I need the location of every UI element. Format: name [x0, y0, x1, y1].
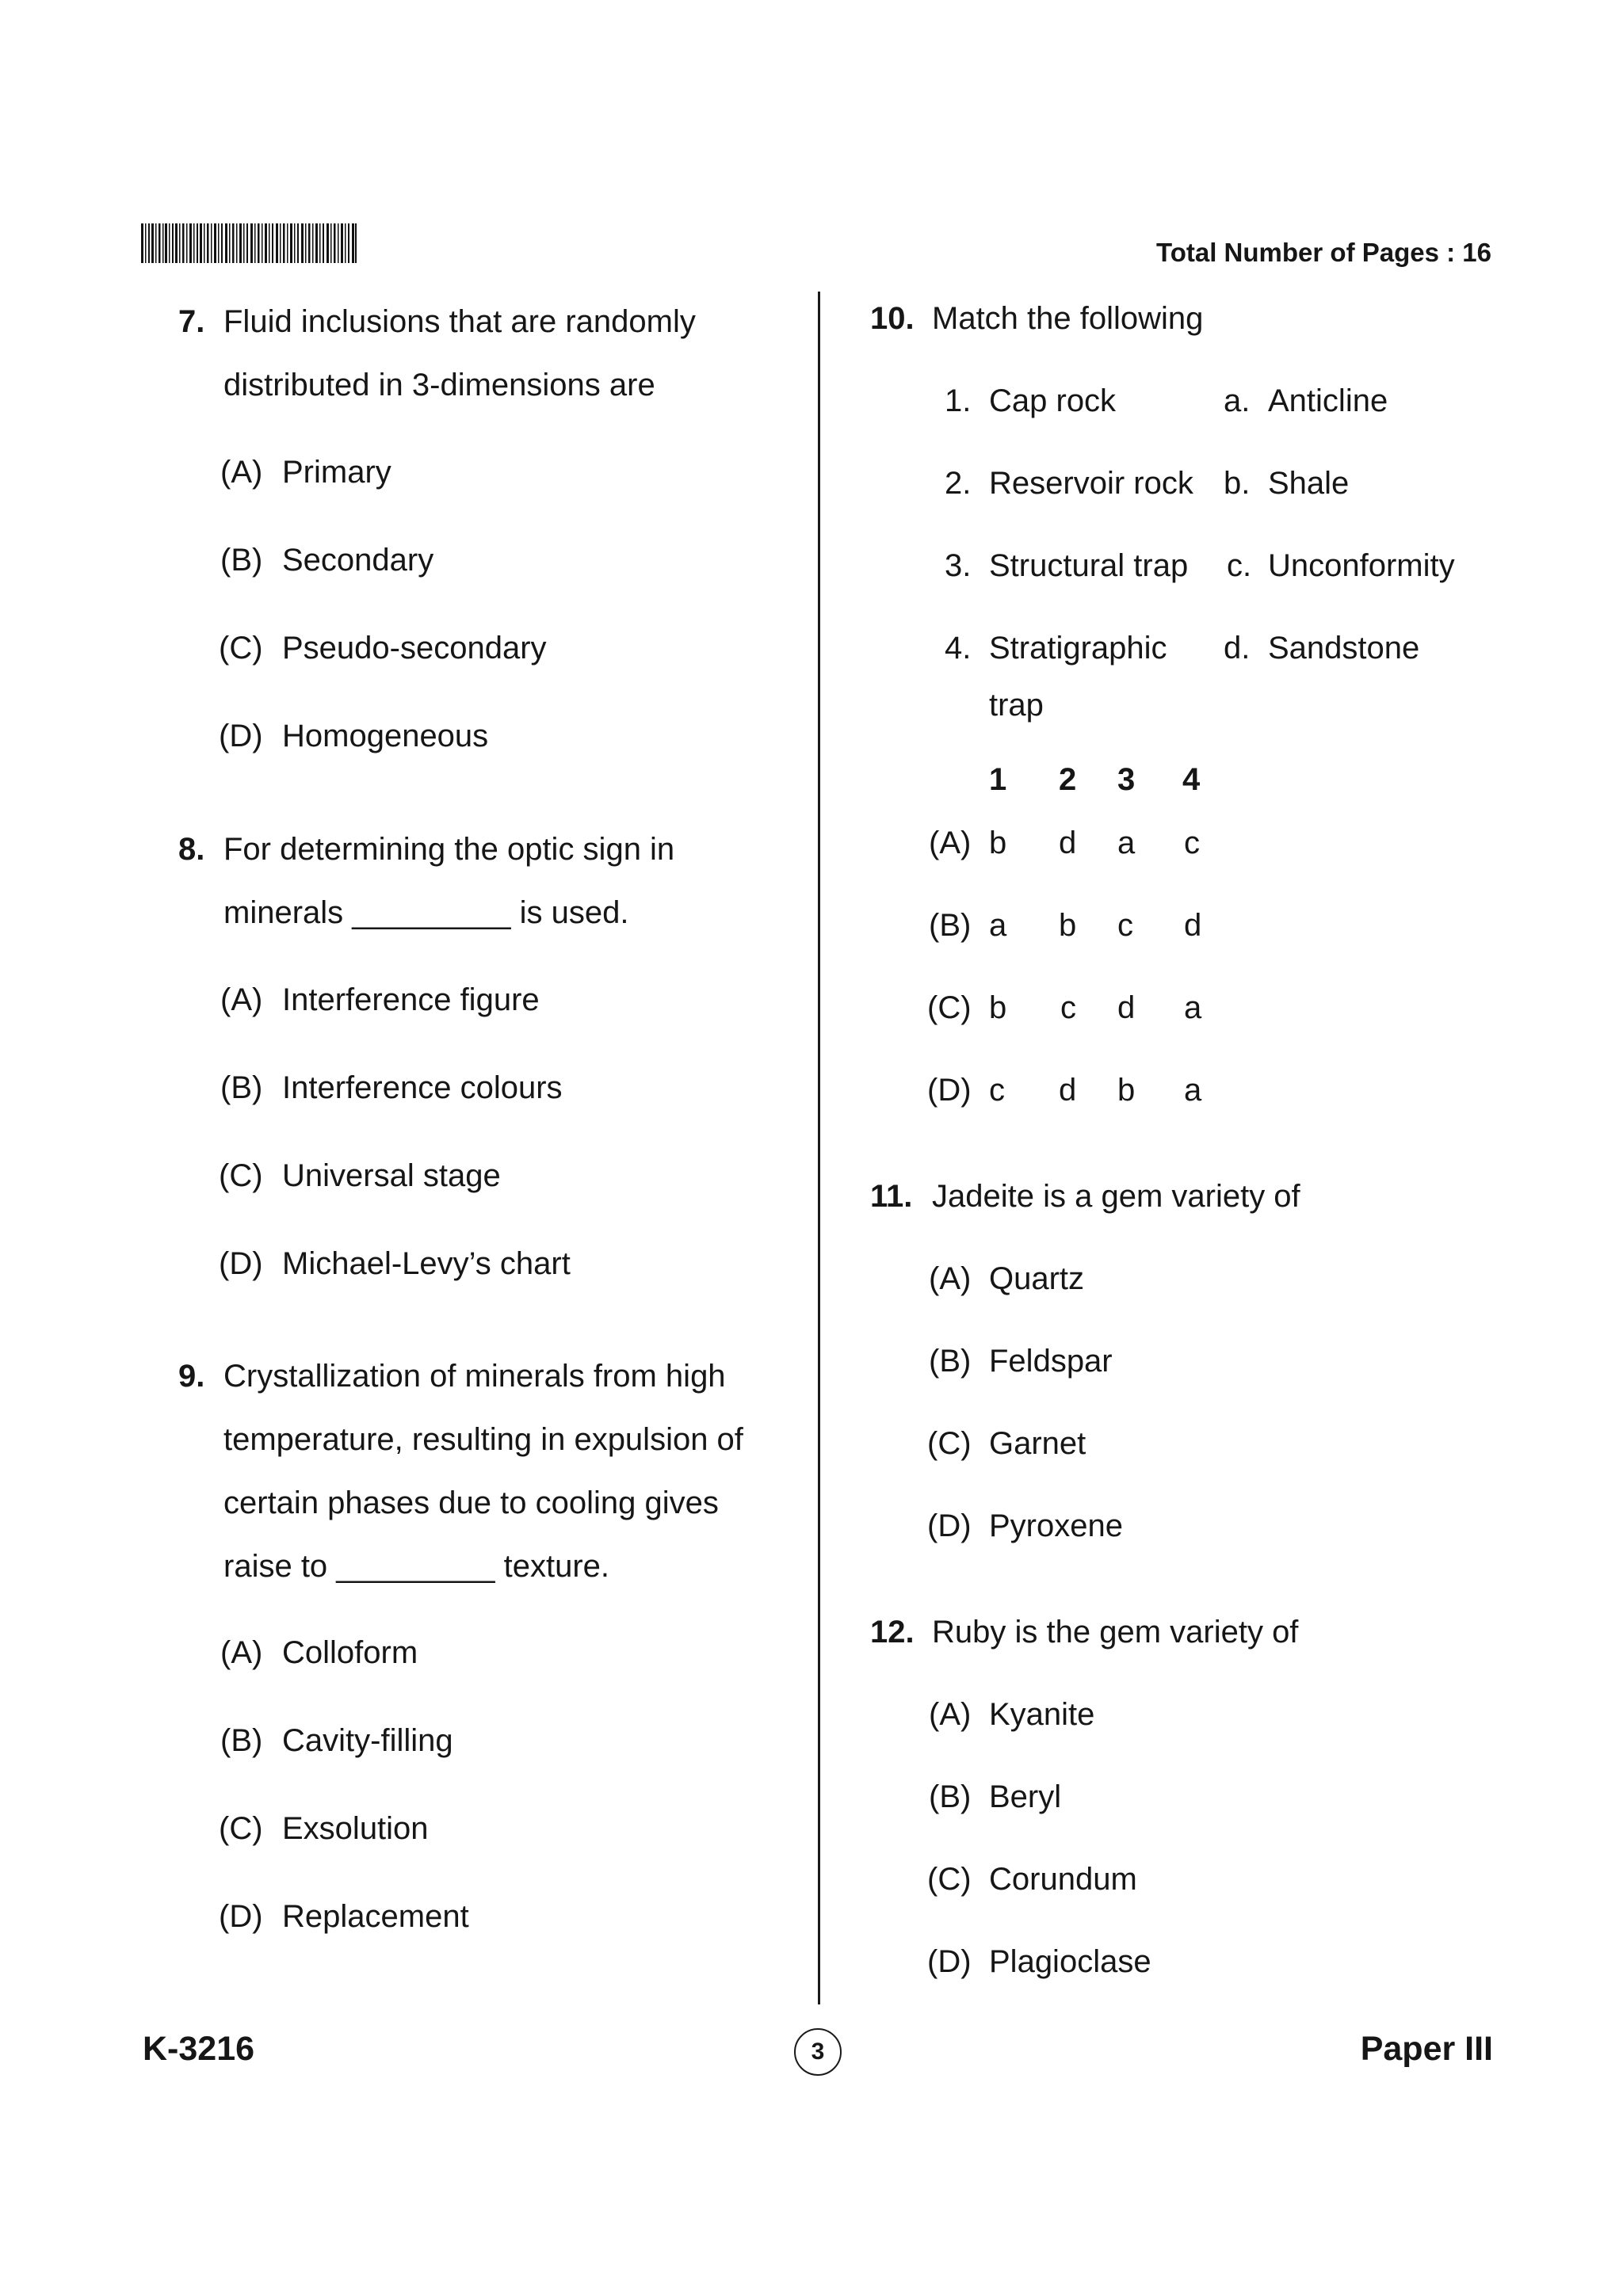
code-value: d [1059, 1073, 1077, 1108]
list-i-item-continued: trap [989, 688, 1044, 723]
option-label: (C) [219, 631, 263, 666]
list-i-item: Structural trap [989, 548, 1189, 583]
list-ii-letter: d. [1224, 631, 1251, 666]
code-value: b [989, 990, 1007, 1025]
question-number: 8. [178, 832, 205, 867]
option-text: Colloform [282, 1635, 418, 1670]
question-number: 11. [870, 1179, 913, 1214]
option-label: (C) [927, 1426, 972, 1461]
option-label: (A) [220, 982, 263, 1017]
code-value: c [1184, 826, 1200, 860]
option-label: (C) [927, 990, 972, 1025]
option-label: (D) [219, 1246, 263, 1281]
option-text: Kyanite [989, 1697, 1095, 1732]
list-i-number: 1. [945, 383, 972, 418]
code-value: b [989, 826, 1007, 860]
option-text: Garnet [989, 1426, 1086, 1461]
option-label: (B) [220, 543, 263, 578]
option-label: (B) [220, 1070, 263, 1105]
question-text-line: For determining the optic sign in [223, 832, 675, 867]
option-label: (C) [927, 1862, 972, 1897]
question-text-line: certain phases due to cooling gives [223, 1486, 719, 1520]
option-text: Michael-Levy’s chart [282, 1246, 571, 1281]
question-number: 7. [178, 304, 205, 339]
code-value: d [1059, 826, 1077, 860]
question-text-line: Crystallization of minerals from high [223, 1359, 726, 1394]
codes-column-2: 2 [1059, 762, 1077, 797]
option-label: (B) [220, 1723, 263, 1758]
option-text: Primary [282, 455, 391, 490]
code-value: c [989, 1073, 1005, 1108]
option-text: Replacement [282, 1899, 469, 1934]
list-ii-item: Anticline [1268, 383, 1388, 418]
list-ii-item: Sandstone [1268, 631, 1420, 666]
option-label: (D) [219, 1899, 263, 1934]
option-text: Exsolution [282, 1811, 429, 1846]
code-value: a [1117, 826, 1136, 860]
option-label: (C) [219, 1158, 263, 1193]
code-value: a [1184, 990, 1202, 1025]
question-text-line: raise to _________ texture. [223, 1549, 610, 1584]
booklet-code: K-3216 [143, 2030, 255, 2068]
option-text: Pyroxene [989, 1508, 1123, 1543]
option-text: Interference figure [282, 982, 540, 1017]
list-i-number: 4. [945, 631, 972, 666]
question-text-line: Fluid inclusions that are randomly [223, 304, 696, 339]
question-text-line: minerals _________ is used. [223, 895, 629, 930]
question-text-line: Match the following [932, 301, 1204, 336]
list-ii-letter: c. [1227, 548, 1252, 583]
page-number: 3 [794, 2028, 842, 2076]
option-label: (D) [927, 1944, 972, 1979]
list-i-item: Cap rock [989, 383, 1117, 418]
option-label: (C) [219, 1811, 263, 1846]
option-label: (A) [929, 1261, 972, 1296]
option-text: Interference colours [282, 1070, 563, 1105]
option-text: Pseudo-secondary [282, 631, 547, 666]
option-label: (B) [929, 1344, 972, 1379]
option-text: Homogeneous [282, 719, 489, 753]
option-text: Corundum [989, 1862, 1137, 1897]
option-label: (A) [220, 455, 263, 490]
code-value: d [1184, 908, 1202, 943]
question-text-line: Jadeite is a gem variety of [932, 1179, 1300, 1214]
barcode [141, 223, 357, 263]
code-value: a [989, 908, 1007, 943]
question-text-line: temperature, resulting in expulsion of [223, 1422, 743, 1457]
codes-column-4: 4 [1182, 762, 1201, 797]
question-number: 9. [178, 1359, 205, 1394]
option-label: (A) [929, 1697, 972, 1732]
question-text-line: distributed in 3-dimensions are [223, 368, 655, 402]
list-ii-letter: b. [1224, 466, 1251, 501]
list-i-item: Stratigraphic [989, 631, 1167, 666]
list-i-number: 2. [945, 466, 972, 501]
code-value: c [1117, 908, 1133, 943]
list-i-item: Reservoir rock [989, 466, 1193, 501]
option-text: Plagioclase [989, 1944, 1151, 1979]
option-text: Beryl [989, 1779, 1062, 1814]
question-number: 10. [870, 301, 915, 336]
paper-label: Paper III [1360, 2030, 1493, 2068]
question-number: 12. [870, 1615, 915, 1650]
option-text: Quartz [989, 1261, 1085, 1296]
option-text: Secondary [282, 543, 434, 578]
option-label: (D) [927, 1073, 972, 1108]
list-ii-letter: a. [1224, 383, 1251, 418]
option-label: (D) [219, 719, 263, 753]
list-ii-item: Unconformity [1268, 548, 1455, 583]
option-label: (D) [927, 1508, 972, 1543]
code-value: d [1117, 990, 1136, 1025]
option-label: (A) [220, 1635, 263, 1670]
option-text: Universal stage [282, 1158, 501, 1193]
total-pages-label: Total Number of Pages : 16 [1156, 238, 1491, 267]
option-label: (A) [929, 826, 972, 860]
option-text: Cavity-filling [282, 1723, 453, 1758]
column-divider [818, 292, 820, 2004]
option-label: (B) [929, 908, 972, 943]
code-value: b [1117, 1073, 1136, 1108]
code-value: b [1059, 908, 1077, 943]
list-ii-item: Shale [1268, 466, 1350, 501]
option-text: Feldspar [989, 1344, 1113, 1379]
codes-column-1: 1 [989, 762, 1007, 797]
code-value: a [1184, 1073, 1202, 1108]
option-label: (B) [929, 1779, 972, 1814]
list-i-number: 3. [945, 548, 972, 583]
code-value: c [1060, 990, 1076, 1025]
question-text-line: Ruby is the gem variety of [932, 1615, 1299, 1650]
codes-column-3: 3 [1117, 762, 1136, 797]
